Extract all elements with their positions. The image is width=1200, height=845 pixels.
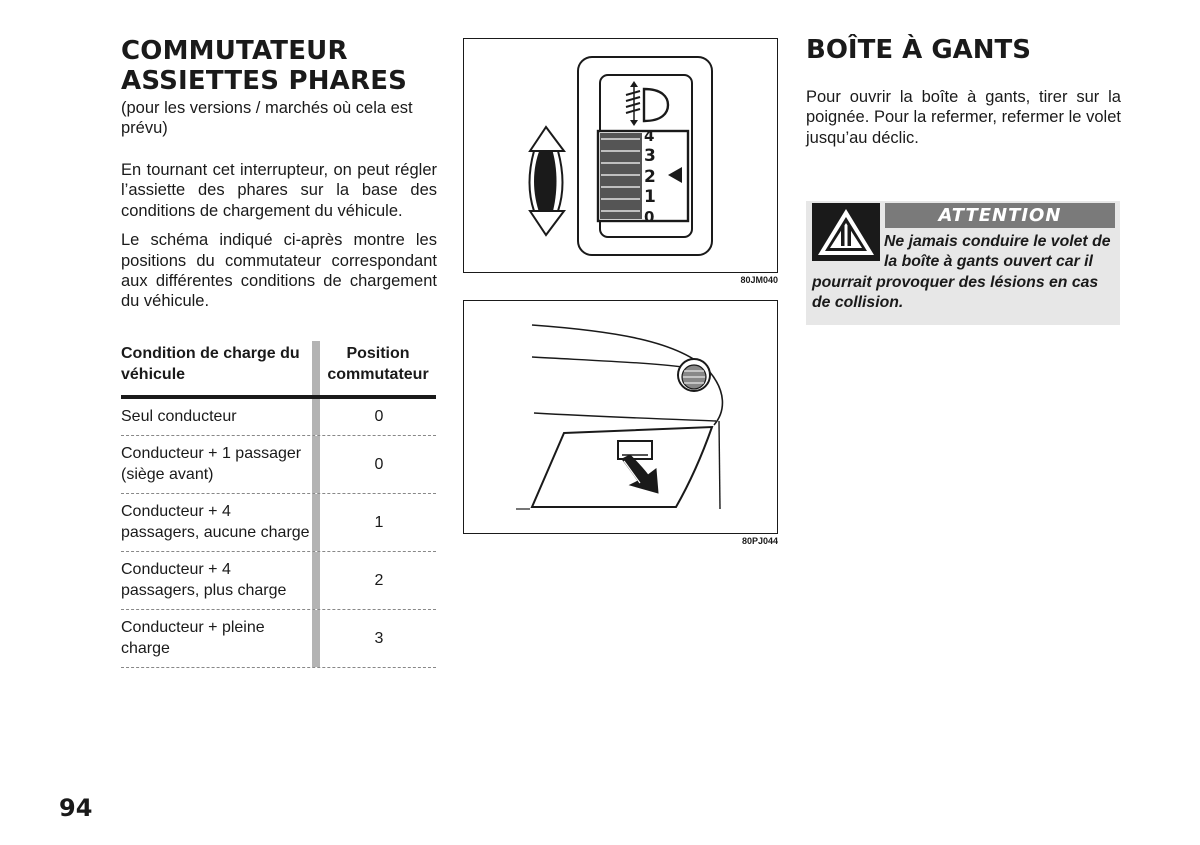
- column-divider: [312, 399, 320, 435]
- column-divider: [312, 341, 320, 395]
- table-header: [121, 341, 436, 395]
- position-number-2: 2: [644, 167, 656, 187]
- table-row: [121, 552, 436, 610]
- glovebox-figure: [463, 300, 778, 534]
- column-divider: [312, 436, 320, 493]
- position-number-3: 3: [644, 146, 656, 166]
- cell-condition: Conducteur + 4 passagers, plus charge: [121, 561, 287, 599]
- column-divider: [312, 610, 320, 667]
- cell-condition: Conducteur + pleine charge: [121, 619, 265, 657]
- air-vent-icon: [678, 359, 710, 391]
- page-number: 94: [59, 794, 93, 822]
- table-row: [121, 610, 436, 668]
- cell-position: 2: [374, 571, 384, 589]
- warning-heading: ATTENTION: [885, 203, 1115, 228]
- load-position-table: [121, 341, 436, 668]
- cell-position: 3: [374, 629, 384, 647]
- table-row: [121, 399, 436, 436]
- cell-position: 1: [374, 513, 384, 531]
- section-title: [121, 36, 437, 96]
- cell-condition: Conducteur + 1 passager (siège avant): [121, 445, 302, 483]
- intro-paragraph: En tournant cet interrupteur, on peut régler l’assiette des phares sur la base des conditions de chargement du véhicule.: [121, 161, 437, 220]
- header-condition: Condition de charge du véhicule: [121, 345, 300, 383]
- figure-1-code: 80JM040: [740, 275, 778, 285]
- table-row: [121, 494, 436, 552]
- warning-text: [812, 232, 1116, 313]
- warning-message: Ne jamais conduire le volet de la boîte à gants ouvert car il pourrait provoquer des lésions en cas de collision.: [812, 233, 1111, 311]
- header-position: Position commutateur: [327, 345, 429, 383]
- position-number-0: 0: [644, 208, 655, 226]
- glovebox-title: BOÎTE À GANTS: [806, 35, 1031, 65]
- headlamp-switch-figure: [463, 38, 778, 273]
- cell-position: 0: [374, 455, 384, 473]
- position-number-4: 4: [644, 127, 655, 145]
- cell-condition: Conducteur + 4 passagers, aucune charge: [121, 503, 310, 541]
- rotation-arrow-icon: [530, 127, 565, 235]
- headlamp-section: [121, 36, 437, 312]
- figure-2-code: 80PJ044: [741, 536, 778, 546]
- title-line-1: COMMUTATEUR: [121, 36, 348, 66]
- position-number-1: 1: [644, 187, 656, 207]
- glovebox-section: [806, 34, 1121, 148]
- glovebox-illustration: [464, 301, 776, 532]
- cell-condition: Seul conducteur: [121, 408, 237, 425]
- table-row: [121, 436, 436, 494]
- glovebox-handle: [618, 441, 652, 459]
- glovebox-paragraph: Pour ouvrir la boîte à gants, tirer sur la poignée. Pour la refermer, refermer le volet jusqu’au déclic.: [806, 88, 1121, 147]
- schema-paragraph: Le schéma indiqué ci-après montre les positions du commutateur correspondant aux différentes conditions de chargement du véhicule.: [121, 231, 437, 311]
- title-line-2: ASSIETTES PHARES: [121, 66, 408, 96]
- column-divider: [312, 494, 320, 551]
- column-divider: [312, 552, 320, 609]
- warning-box: [806, 201, 1120, 325]
- section-subtitle: (pour les versions / marchés où cela est prévu): [121, 99, 413, 137]
- headlamp-switch-illustration: [464, 39, 776, 271]
- cell-position: 0: [374, 408, 384, 425]
